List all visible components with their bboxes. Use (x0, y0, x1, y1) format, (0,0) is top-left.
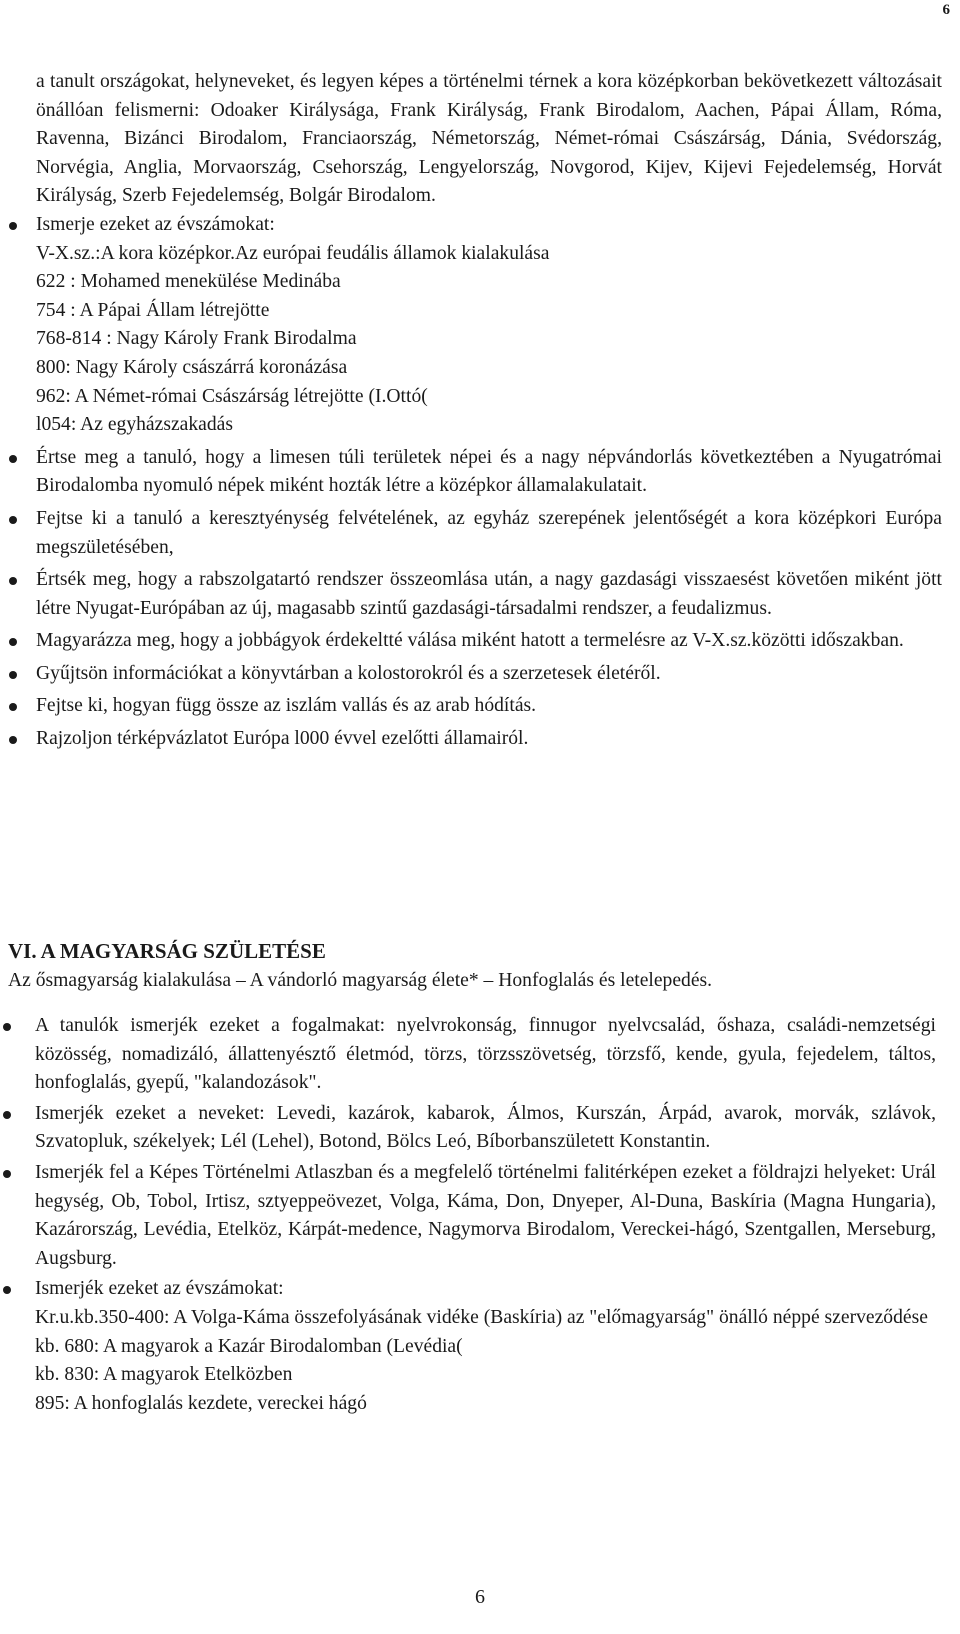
objectives-list (8, 1012, 936, 1418)
section-heading: VI. A MAGYARSÁG SZÜLETÉSE (8, 939, 326, 963)
section-hungarian-origins (8, 936, 936, 1418)
bullet-item: Rajzoljon térképvázlatot Európa l000 évvel ezelőtti államairól. (9, 725, 942, 754)
section-medieval-europe (36, 68, 942, 754)
page-number-bottom: 6 (475, 1586, 485, 1608)
bullet-item: Értse meg a tanuló, hogy a limesen túli területek népei és a nagy népvándorlás következtében a Nyugatrómai Birodalomba nyomuló népek miként hozták létre a középkor államalakulatait. (9, 444, 942, 501)
section-subtitle: Az ősmagyarság kialakulása – A vándorló magyarság élete* – Honfoglalás és letelepedés. (8, 970, 713, 991)
date-item: 962: A Német-római Császárság létrejötte (I.Ottó( (36, 385, 428, 407)
date-item: 768-814 : Nagy Károly Frank Birodalma (36, 328, 357, 350)
date-item: l054: Az egyházszakadás (36, 414, 233, 436)
date-item: 800: Nagy Károly császárrá koronázása (36, 356, 348, 378)
date-item: 622 : Mohamed menekülése Medinába (36, 271, 341, 293)
dates-list-1 (36, 240, 942, 440)
intro-paragraph: a tanult országokat, helyneveket, és legyen képes a történelmi térnek a kora középkorban bekövetkezett változásait önállóan felismerni: Odoaker Királysága, Frank Királyság, Frank Birodalom, Aachen, Pápai Állam, Róma, Ravenna, Bizánci Birodalom, Franciaország, Németország, Német-római Császárság, Dánia, Svédország, Norvégia, Anglia, Morvaország, Csehország, Lengyelország, Novgorod, Kijev, Kijevi Fejedelemség, Horvát Királyság, Szerb Fejedelemség, Bolgár Birodalom. (36, 71, 942, 207)
bullet-item: Ismerjék fel a Képes Történelmi Atlaszban és a megfelelő történelmi falitérképen ezeket a földrajzi helyeket: Urál hegység, Ob, Tobol, Irtisz, sztyeppeövezet, Volga, Káma, Don, Dnyeper, Al-Duna, Baskíria (Magna Hungaria), Kazárország, Levédia, Etelköz, Kárpát-medence, Nagymorva Birodalom, Vereckei-hágó, Szentgallen, Merseburg, Augsburg. (8, 1159, 936, 1273)
bullet-item: Magyarázza meg, hogy a jobbágyok érdekeltté válása miként hatott a termelésre az V-X.sz.közötti időszakban. (9, 627, 942, 656)
date-item: kb. 680: A magyarok a Kazár Birodalomban (Levédia( (35, 1335, 463, 1357)
page-number-top: 6 (942, 2, 950, 18)
bullet-item: Fejtse ki a tanuló a keresztyénység felvételének, az egyház szerepének jelentőségét a kora középkori Európa megszületésében, (9, 505, 942, 562)
bullet-item: Gyűjtsön információkat a könyvtárban a kolostorokról és a szerzetesek életéről. (9, 660, 942, 689)
date-item: kb. 830: A magyarok Etelközben (35, 1364, 293, 1386)
date-item: Kr.u.kb.350-400: A Volga-Káma összefolyásának vidéke (Baskíria) az "előmagyarság" önálló néppé szerveződése (35, 1306, 928, 1328)
bullet-item: A tanulók ismerjék ezeket a fogalmakat: nyelvrokonság, finnugor nyelvcsalád, őshaza, családi-nemzetségi közösség, nomadizáló, állattenyésztő életmód, törzs, törzsszövetség, törzsfő, kende, gyula, fejedelem, táltos, honfoglalás, gyepű, "kalandozások". (8, 1012, 936, 1098)
bullet-item: Ismerjék ezeket a neveket: Levedi, kazárok, kabarok, Álmos, Kurszán, Árpád, avarok, morvák, szlávok, Szvatopluk, székelyek; Lél (Lehel), Botond, Bölcs Leó, Bíborbanszületett Konstantin. (8, 1100, 936, 1157)
date-item: 895: A honfoglalás kezdete, vereckei hágó (35, 1392, 367, 1414)
date-item: V-X.sz.:A kora középkor.Az európai feudális államok kialakulása (36, 242, 550, 264)
bullet-item: Ismerjék ezeket az évszámokat: (8, 1275, 936, 1304)
bullet-item: Fejtse ki, hogyan függ össze az iszlám vallás és az arab hódítás. (9, 692, 942, 721)
dates-heading: Ismerje ezeket az évszámokat: (9, 211, 942, 240)
bullet-item: Értsék meg, hogy a rabszolgatartó rendszer összeomlása után, a nagy gazdasági visszaesést követően miként jött létre Nyugat-Európában az új, magasabb szintű gazdasági-társadalmi rendszer, a feudalizmus. (9, 566, 942, 623)
date-item: 754 : A Pápai Állam létrejötte (36, 299, 270, 321)
